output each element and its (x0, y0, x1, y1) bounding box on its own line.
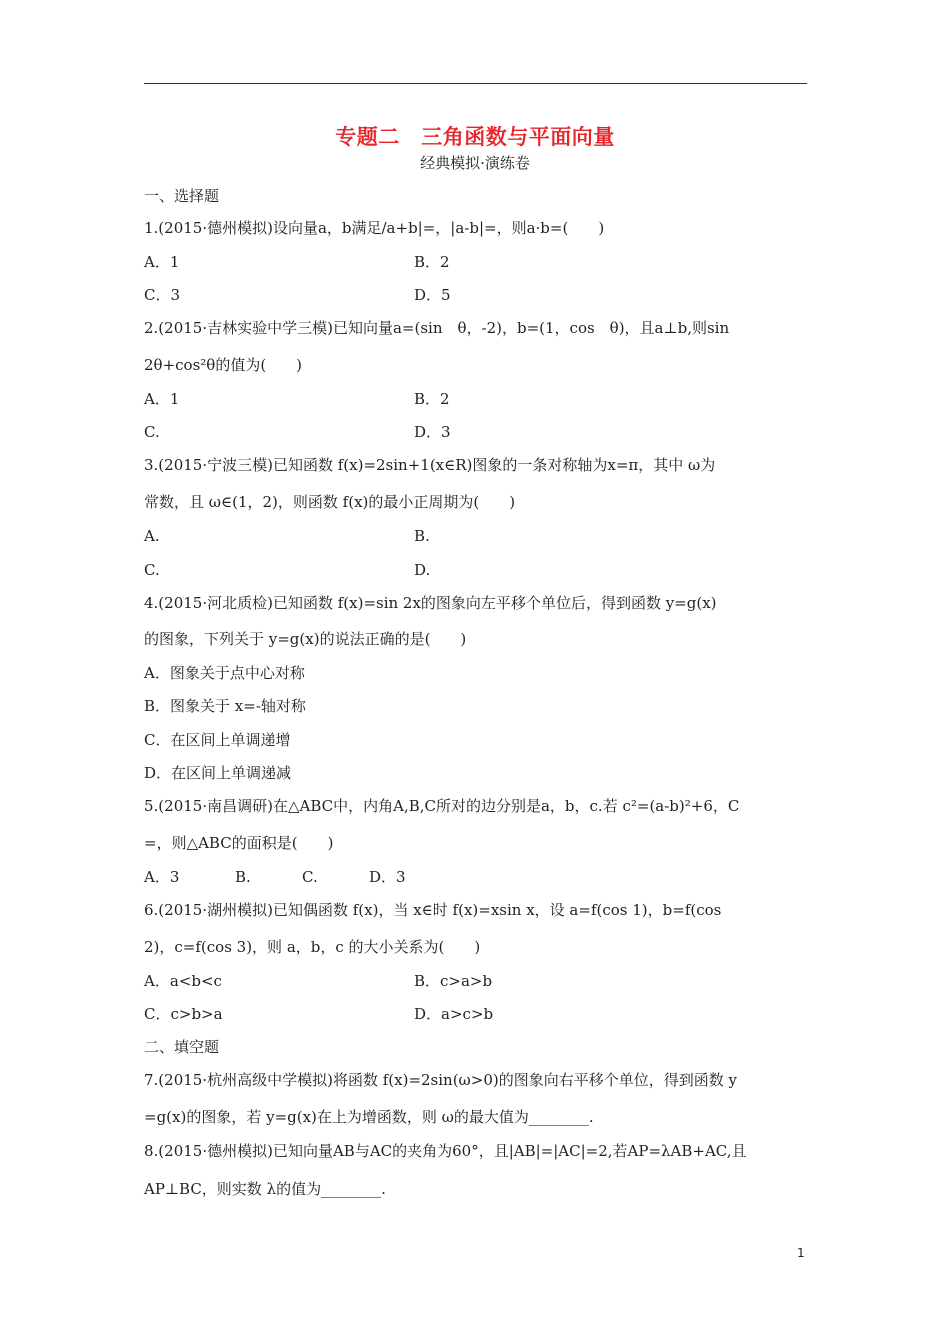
question-6-option-a: A．a<b<c (144, 972, 222, 990)
question-3-option-c: C. (144, 561, 160, 579)
question-8-text-line2: AP⊥BC，则实数 λ的值为________. (144, 1180, 386, 1198)
question-1-option-a: A．1 (144, 253, 180, 271)
question-4-text-line1: 4.(2015·河北质检)已知函数 f(x)=sin 2x的图象向左平移个单位后，得到函数 y=g(x) (144, 594, 717, 612)
page-title: 专题二 三角函数与平面向量 (335, 124, 615, 149)
question-8-text-line1: 8.(2015·德州模拟)已知向量AB与AC的夹角为60°，且|AB|=|AC|=2,若AP=λAB+AC,且 (144, 1142, 747, 1160)
question-6-option-b: B．c>a>b (414, 972, 493, 990)
question-5-option-a: A．3 (144, 868, 180, 886)
question-1-text: 1.(2015·德州模拟)设向量a，b满足/a+b|=，|a-b|=，则a·b=( ) (144, 219, 605, 237)
question-7-text-line2: =g(x)的图象，若 y=g(x)在上为增函数，则 ω的最大值为________. (144, 1108, 594, 1126)
question-2-text-line1: 2.(2015·吉林实验中学三模)已知向量a=(sin θ，-2)，b=(1，cos θ)，且a⊥b,则sin (144, 319, 730, 337)
question-2-option-a: A．1 (144, 390, 180, 408)
question-4-option-c: C．在区间上单调递增 (144, 731, 291, 749)
question-2-text-line2: 2θ+cos²θ的值为( ) (144, 356, 303, 374)
question-4-option-b: B．图象关于 x=-轴对称 (144, 697, 306, 715)
question-6-text-line1: 6.(2015·湖州模拟)已知偶函数 f(x)，当 x∈时 f(x)=xsin x，设 a=f(cos 1)，b=f(cos (144, 901, 722, 919)
header-rule (144, 83, 807, 84)
question-5-option-d: D．3 (369, 868, 406, 886)
question-4-option-d: D．在区间上单调递减 (144, 764, 292, 782)
question-4-text-line2: 的图象，下列关于 y=g(x)的说法正确的是( ) (144, 630, 467, 648)
page-number: 1 (797, 1246, 805, 1260)
question-5-text-line1: 5.(2015·南昌调研)在△ABC中，内角A,B,C所对的边分别是a，b，c.若 c²=(a-b)²+6，C (144, 797, 740, 815)
section-fill-heading: 二、填空题 (144, 1038, 220, 1056)
page-subtitle: 经典模拟·演练卷 (420, 154, 530, 172)
question-2-option-c: C. (144, 423, 160, 441)
question-1-option-c: C．3 (144, 286, 181, 304)
question-6-option-c: C．c>b>a (144, 1005, 223, 1023)
question-2-option-b: B．2 (414, 390, 450, 408)
question-3-option-d: D. (414, 561, 431, 579)
question-6-text-line2: 2)，c=f(cos 3)，则 a，b，c 的大小关系为( ) (144, 938, 481, 956)
question-2-option-d: D．3 (414, 423, 451, 441)
question-5-option-b: B. (235, 868, 251, 886)
question-3-option-a: A. (144, 527, 160, 545)
question-1-option-b: B．2 (414, 253, 450, 271)
question-4-option-a: A．图象关于点中心对称 (144, 664, 305, 682)
question-3-option-b: B. (414, 527, 430, 545)
question-7-text-line1: 7.(2015·杭州高级中学模拟)将函数 f(x)=2sin(ω>0)的图象向右平移个单位，得到函数 y (144, 1071, 738, 1089)
section-choice-heading: 一、选择题 (144, 187, 220, 205)
question-1-option-d: D．5 (414, 286, 451, 304)
question-5-option-c: C. (302, 868, 318, 886)
question-3-text-line1: 3.(2015·宁波三模)已知函数 f(x)=2sin+1(x∈R)图象的一条对称轴为x=π，其中 ω为 (144, 456, 716, 474)
question-6-option-d: D．a>c>b (414, 1005, 494, 1023)
question-5-text-line2: =，则△ABC的面积是( ) (144, 834, 334, 852)
question-3-text-line2: 常数，且 ω∈(1，2)，则函数 f(x)的最小正周期为( ) (144, 493, 516, 511)
